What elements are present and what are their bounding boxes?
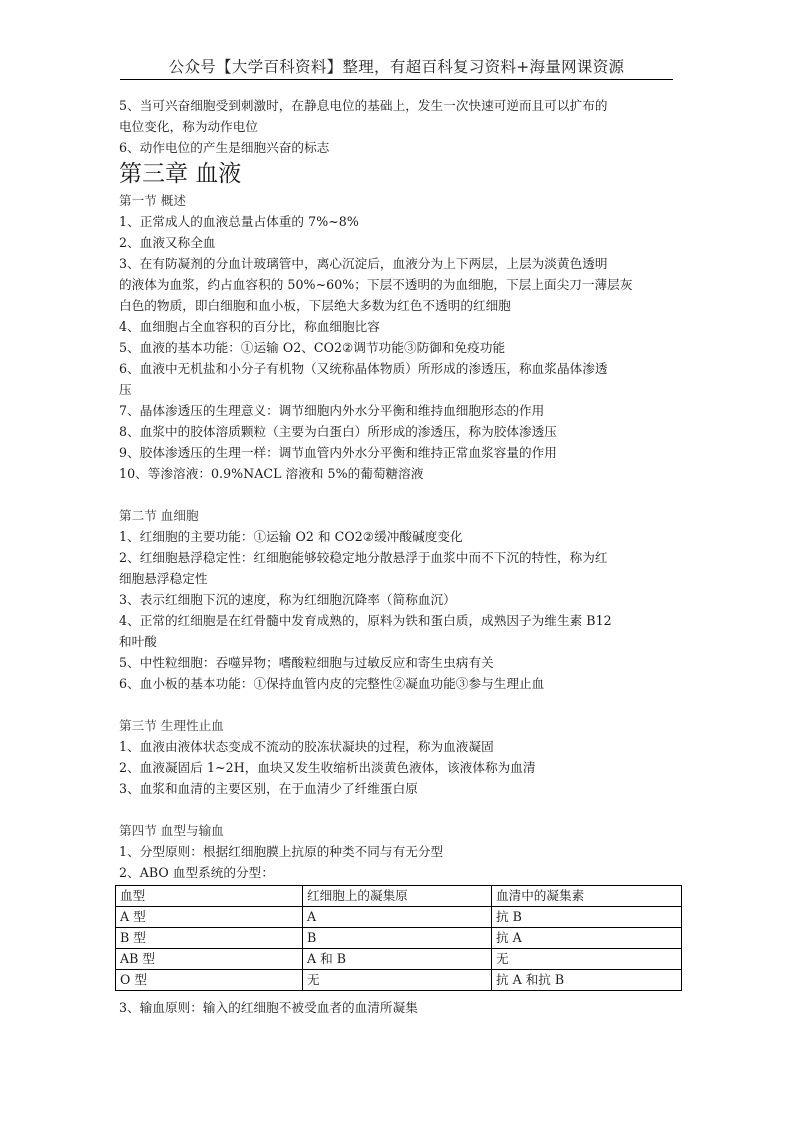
document-body	[119, 95, 679, 883]
table-row	[116, 949, 682, 970]
text-line: 6、血小板的基本功能：①保持血管内皮的完整性②凝血功能③参与生理止血	[119, 676, 545, 691]
section-title: 第一节 概述	[119, 193, 186, 208]
text-line: 4、血细胞占全血容积的百分比，称血细胞比容	[119, 319, 380, 334]
text-line: 7、晶体渗透压的生理意义：调节细胞内外水分平衡和维持血细胞形态的作用	[119, 403, 545, 418]
text-line: 白色的物质，即白细胞和血小板，下层绝大多数为红色不透明的红细胞	[119, 298, 511, 313]
text-line: 3、输血原则：输入的红细胞不被受血者的血清所凝集	[119, 1000, 418, 1015]
spacer	[119, 484, 679, 505]
text-line: 5、中性粒细胞：吞噬异物；嗜酸粒细胞与过敏反应和寄生虫病有关	[119, 655, 494, 670]
table-header-cell: 血清中的凝集素	[492, 886, 682, 907]
section-overview	[119, 190, 679, 484]
text-line: 1、分型原则：根据红细胞膜上抗原的种类不同与有无分型	[119, 844, 444, 859]
text-line: 9、胶体渗透压的生理一样：调节血管内外水分平衡和维持正常血浆容量的作用	[119, 445, 557, 460]
text-line: 4、正常的红细胞是在红骨髓中发育成熟的，原料为铁和蛋白质，成熟因子为维生素 B12	[119, 613, 612, 628]
text-line: 1、红细胞的主要功能：①运输 O2 和 CO2②缓冲酸碱度变化	[119, 529, 463, 544]
text-line: 和叶酸	[119, 634, 157, 649]
table-header-cell: 红细胞上的凝集原	[303, 886, 492, 907]
table-header-cell: 血型	[116, 886, 303, 907]
table-row	[116, 970, 682, 991]
section-title: 第二节 血细胞	[119, 508, 199, 523]
table-cell: AB 型	[116, 949, 303, 970]
text-line: 2、血液凝固后 1~2H，血块又发生收缩析出淡黄色液体，该液体称为血清	[119, 760, 536, 775]
table-cell: A	[303, 907, 492, 928]
text-line: 2、ABO 血型系统的分型：	[119, 865, 274, 880]
text-line: 电位变化，称为动作电位	[119, 119, 259, 134]
table-header-row	[116, 886, 682, 907]
section-blood-types	[119, 820, 679, 883]
text-line: 2、血液又称全血	[119, 235, 216, 250]
chapter-title: 第三章 血液	[119, 161, 242, 187]
section-hemostasis	[119, 715, 679, 799]
spacer	[119, 799, 679, 820]
table-cell: O 型	[116, 970, 303, 991]
table-row	[116, 928, 682, 949]
text-line: 压	[119, 382, 132, 397]
table-cell: 抗 A	[492, 928, 682, 949]
text-line: 的液体为血浆，约占血容积的 50%~60%；下层不透明的为血细胞，下层上面尖刀一薄层灰	[119, 277, 633, 292]
text-line: 2、红细胞悬浮稳定性：红细胞能够较稳定地分散悬浮于血浆中而不下沉的特性，称为红	[119, 550, 608, 565]
text-line: 5、血液的基本功能：①运输 O2、CO2②调节功能③防御和免疫功能	[119, 340, 506, 355]
table-cell: B 型	[116, 928, 303, 949]
section-title: 第四节 血型与输血	[119, 823, 224, 838]
table-cell: 抗 B	[492, 907, 682, 928]
text-line: 1、血液由液体状态变成不流动的胶冻状凝块的过程，称为血液凝固	[119, 739, 494, 754]
spacer	[119, 694, 679, 715]
section-blood-cells	[119, 505, 679, 694]
text-line: 细胞悬浮稳定性	[119, 571, 208, 586]
text-line: 1、正常成人的血液总量占体重的 7%~8%	[119, 214, 359, 229]
text-line: 3、在有防凝剂的分血计玻璃管中，离心沉淀后，血液分为上下两层，上层为淡黄色透明	[119, 256, 608, 271]
table-cell: 无	[492, 949, 682, 970]
text-line: 3、血浆和血清的主要区别，在于血清少了纤维蛋白原	[119, 781, 418, 796]
text-line: 8、血浆中的胶体溶质颗粒（主要为白蛋白）所形成的渗透压，称为胶体渗透压	[119, 424, 557, 439]
table-cell: 抗 A 和抗 B	[492, 970, 682, 991]
text-line: 5、当可兴奋细胞受到刺激时，在静息电位的基础上，发生一次快速可逆而且可以扩布的	[119, 98, 608, 113]
table-cell: A 型	[116, 907, 303, 928]
text-line: 6、动作电位的产生是细胞兴奋的标志	[119, 140, 330, 155]
abo-blood-type-table	[115, 885, 682, 991]
text-line: 10、等渗溶液：0.9%NACL 溶液和 5%的葡萄糖溶液	[119, 466, 424, 481]
text-line: 6、血液中无机盐和小分子有机物（又统称晶体物质）所形成的渗透压，称血浆晶体渗透	[119, 361, 608, 376]
page-header: 公众号【大学百科资料】整理，有超百科复习资料+海量网课资源	[168, 58, 625, 76]
table-row	[116, 907, 682, 928]
text-line: 3、表示红细胞下沉的速度，称为红细胞沉降率（简称血沉）	[119, 592, 456, 607]
header-divider	[120, 79, 673, 80]
table-cell: 无	[303, 970, 492, 991]
section-title: 第三节 生理性止血	[119, 718, 224, 733]
table-cell: B	[303, 928, 492, 949]
table-cell: A 和 B	[303, 949, 492, 970]
